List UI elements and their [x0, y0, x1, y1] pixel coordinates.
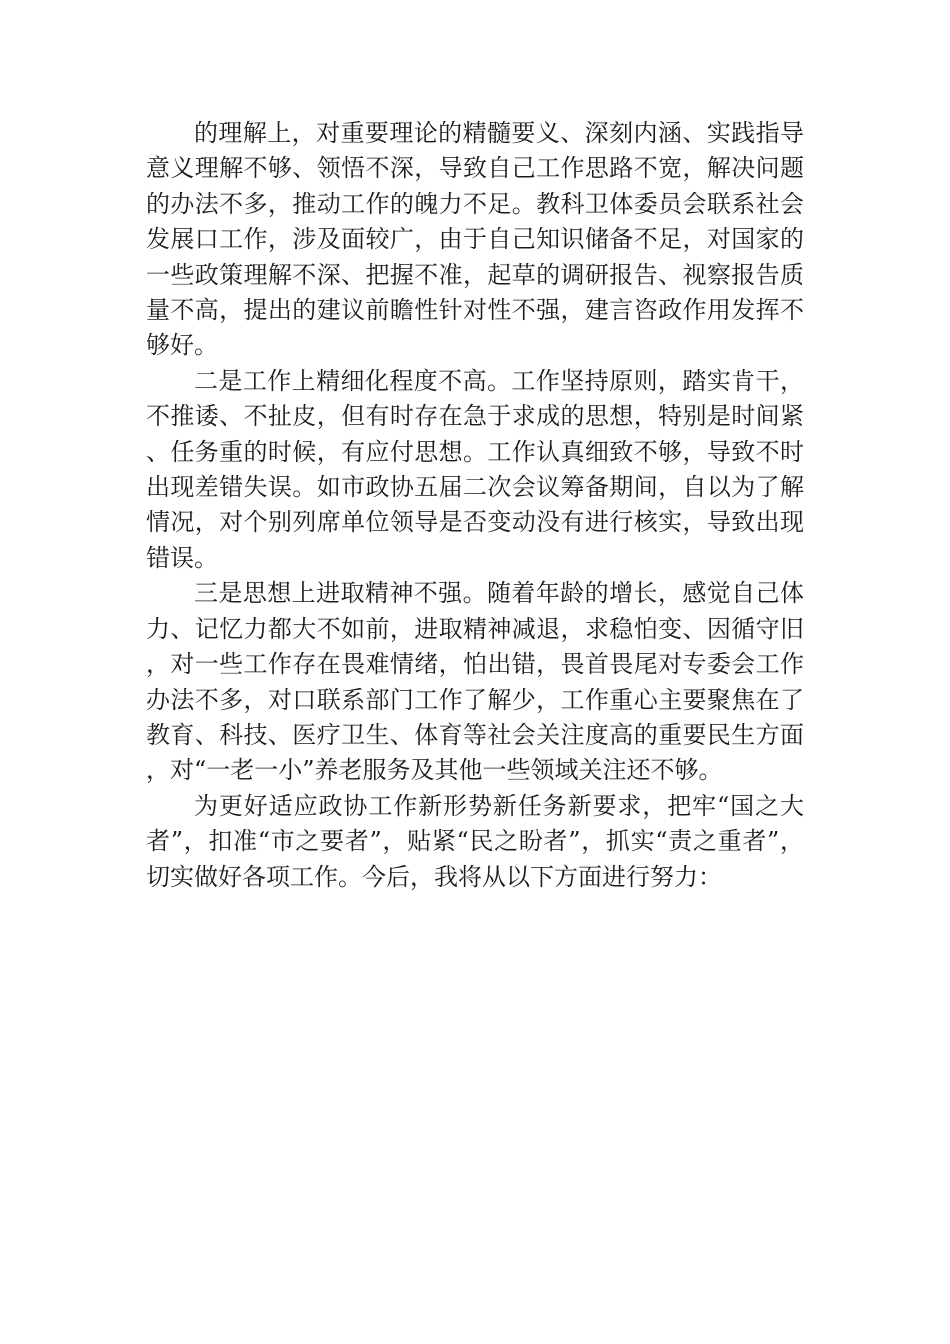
paragraph-future-efforts: 为更好适应政协工作新形势新任务新要求，把牢“国之大者”，扣准“市之要者”，贴紧“民之盼者”，抓实“责之重者”，切实做好各项工作。今后，我将从以下方面进行努力：	[146, 791, 804, 891]
paragraph-enterprising-spirit: 三是思想上进取精神不强。随着年龄的增长，感觉自己体力、记忆力都大不如前，进取精神减退，求稳怕变、因循守旧，对一些工作存在畏难情绪，怕出错，畏首畏尾对专委会工作办法不多，对口联系部门工作了解少，工作重心主要聚焦在了教育、科技、医疗卫生、体育等社会关注度高的重要民生方面，对“一老一小”养老服务及其他一些领域关注还不够。	[146, 579, 804, 785]
document-body	[146, 116, 804, 895]
paragraph-work-refinement: 二是工作上精细化程度不高。工作坚持原则，踏实肯干，不推诿、不扯皮，但有时存在急于求成的思想，特别是时间紧、任务重的时候，有应付思想。工作认真细致不够，导致不时出现差错失误。如市政协五届二次会议筹备期间，自以为了解情况，对个别列席单位领导是否变动没有进行核实，导致出现错误。	[146, 366, 804, 572]
paragraph-understanding: 的理解上，对重要理论的精髓要义、深刻内涵、实践指导意义理解不够、领悟不深，导致自己工作思路不宽，解决问题的办法不多，推动工作的魄力不足。教科卫体委员会联系社会发展口工作，涉及面较广，由于自己知识储备不足，对国家的一些政策理解不深、把握不准，起草的调研报告、视察报告质量不高，提出的建议前瞻性针对性不强，建言咨政作用发挥不够好。	[146, 119, 804, 360]
